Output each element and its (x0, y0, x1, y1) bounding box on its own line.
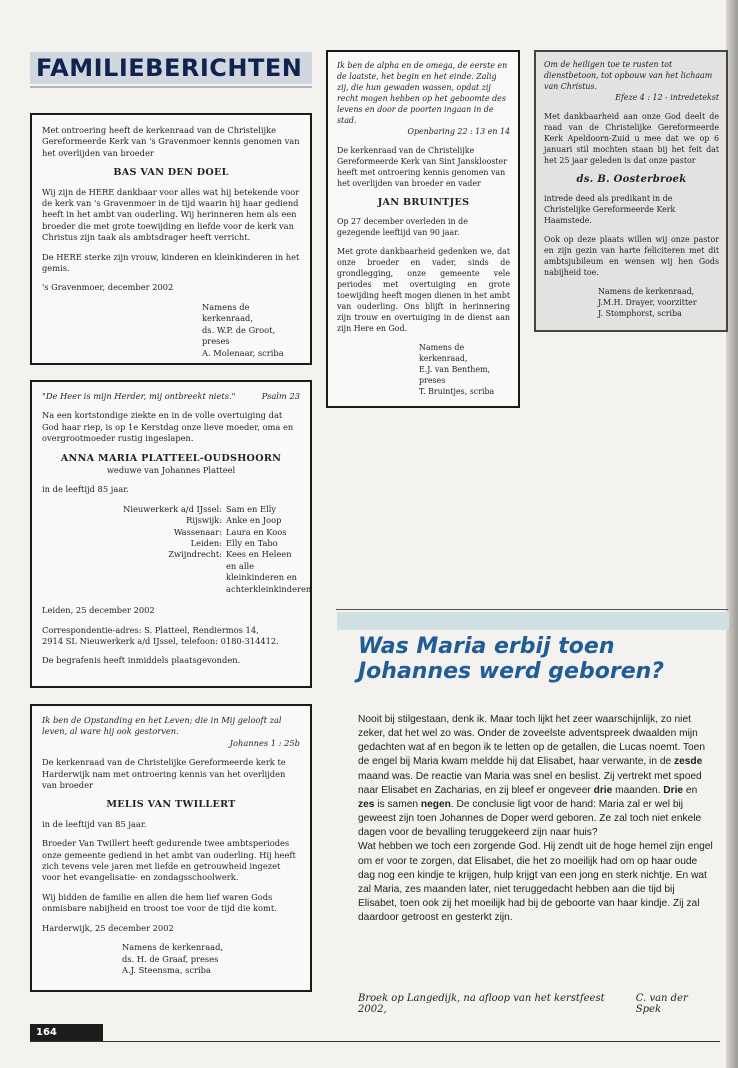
bible-reference: Johannes 1 : 25b (229, 737, 300, 748)
article-text: en (683, 784, 698, 796)
notice-paragraph: Ook op deze plaats willen wij onze pastor en zijn gezin van harte feliciteren met dit ambtsjubileum en wensen wij hen Gods nabijheid toe. (544, 235, 719, 277)
deceased-age: in de leeftijd 85 jaar. (42, 484, 129, 495)
article-emphasis: zes (358, 798, 375, 810)
funeral-note: De begrafenis heeft inmiddels plaatsgevonden. (42, 655, 241, 666)
page-number: 164 (30, 1024, 103, 1041)
signature-line: A.J. Steensma, scriba (122, 964, 211, 975)
deceased-name: JAN BRUINTJES (377, 197, 470, 208)
article-text: Nooit bij stilgestaan, denk ik. Maar toch lijkt het zeer waarschijnlijk, zo niet zeker, dat het wel zo was. Onder de zoveelste adventspreek dwaalden mijn gedachten wat af en begon ik te letten op de getallen, die Lucas noemt. Toen de engel bij Maria kwam meldde hij dat Elisabet, haar verwante, in de (358, 714, 706, 768)
notice-platteel (30, 380, 312, 688)
notice-paragraph: Op 27 december overleden in de gezegende leeftijd van 90 jaar. (337, 217, 468, 237)
signature-line: Namens de kerkenraad, (419, 343, 468, 363)
relative-place: Rijswijk: (186, 515, 222, 526)
place-date: Harderwijk, 25 december 2002 (42, 922, 174, 933)
signature-line: Namens de kerkenraad, (202, 301, 253, 324)
notice-intro: De kerkenraad van de Christelijke Gereformeerde kerk te Harderwijk nam met ontroering kennis van het overlijden van broeder (42, 757, 286, 791)
notice-paragraph: Met dankbaarheid aan onze God deelt de raad van de Christelijke Gereformeerde Kerk Apeldoorn-Zuid u mee dat we op 6 januari stil mochten staan bij het feit dat het 25 jaar geleden is dat onze pastor (544, 112, 719, 165)
bible-quote: Ik ben de Opstanding en het Leven; die in Mij gelooft zal leven, al ware hij ook gestorven. (42, 715, 282, 737)
relative-place (102, 561, 222, 584)
notice-intro: Met ontroering heeft de kerkenraad van de Christelijke Gereformeerde Kerk van 's Gravenmoer kennis genomen van het overlijden van broeder (42, 125, 300, 158)
relative-names: Sam en Elly (226, 503, 277, 514)
relative-names: Kees en Heleen (226, 549, 292, 560)
notice-van-den-doel (30, 113, 312, 365)
relative-place: Wassenaar: (173, 526, 222, 537)
notice-paragraph: Wij bidden de familie en allen die hem lief waren Gods onmisbare nabijheid en troost toe voor de tijd die komt. (42, 891, 277, 914)
relative-names: Elly en Tabo (226, 538, 278, 549)
article-title: Was Maria erbij toen Johannes werd geboren? (358, 634, 665, 684)
notice-intro: De kerkenraad van de Christelijke Gereformeerde Kerk van Sint Jansklooster heeft met ontroering kennis genomen van het overlijden van broeder en vader (337, 146, 508, 188)
header-rule (30, 86, 312, 88)
signature (419, 342, 510, 397)
deceased-name: BAS VAN DEN DOEL (113, 167, 229, 179)
deceased-name: MELIS VAN TWILLERT (106, 799, 236, 811)
relative-place: Nieuwerkerk a/d IJssel: (123, 503, 222, 514)
footer-rule (30, 1041, 720, 1042)
article-emphasis: negen (420, 798, 451, 810)
article-body (358, 713, 716, 925)
signature (202, 302, 300, 359)
notice-bruintjes (326, 50, 520, 408)
article-emphasis: drie (593, 784, 613, 796)
signature (122, 942, 300, 976)
section-header (30, 52, 312, 84)
relative-names: Anke en Joop (226, 515, 282, 526)
article-text: is samen (374, 798, 421, 810)
article-text: maanden. (612, 784, 664, 796)
bible-reference: Efeze 4 : 12 - intredetekst (615, 93, 719, 102)
place-date: Leiden, 25 december 2002 (42, 605, 155, 616)
notice-intro: Na een kortstondige ziekte en in de volle overtuiging dat God haar riep, is op 1e Kerstdag onze lieve moeder, oma en overgrootmoeder rustig ingeslapen. (42, 410, 294, 444)
signature-line: J.M.H. Drayer, voorzitter (598, 298, 697, 307)
notice-paragraph: intrede deed als predikant in de Christelijke Gereformeerde Kerk Haamstede. (544, 194, 676, 225)
notice-paragraph: Met grote dankbaarheid gedenken we, dat onze broeder en vader, sinds de grondlegging, onze gemeente vele periodes met overtuiging en grote toewijding heeft mogen dienen in het ambt van ouderling. Ons blijft in herinnering zijn trouw en overtuiging in de dienst aan zijn Here en God. (337, 247, 510, 333)
quote-row (42, 391, 300, 402)
article-band (337, 612, 729, 630)
bible-quote: "De Heer is mijn Herder, mij ontbreekt niets." (42, 391, 236, 401)
signature-line: T. Bruintjes, scriba (419, 387, 495, 396)
signature-line: Namens de kerkenraad, (122, 942, 224, 953)
deceased-subtitle: weduwe van Johannes Platteel (106, 465, 236, 476)
article-signature (358, 993, 716, 1015)
bible-quote: Ik ben de alpha en de omega, de eerste en de laatste, het begin en het einde. Zalig zij, die hun gewaden wassen, opdat zij recht mogen hebben op het geboomte des levens en door de poorten ingaan in de stad. (337, 61, 508, 125)
article-divider (336, 609, 728, 610)
relative-names: en alle kleinkinderen en (226, 560, 297, 583)
notice-paragraph: Broeder Van Twillert heeft gedurende twee ambtsperiodes onze gemeente gediend in het ambt van ouderling. Hij heeft zich tevens vele jaren met liefde en getrouwheid ingezet voor het evangelisatie- en zondagsschoolwerk. (42, 838, 296, 883)
article-emphasis: Drie (663, 784, 684, 796)
signature-line: ds. H. de Graaf, preses (122, 953, 219, 964)
relatives-list (102, 503, 312, 595)
notice-oosterbroek (534, 50, 728, 332)
notice-paragraph: Wij zijn de HERE dankbaar voor alles wat hij betekende voor de kerk van 's Gravenmoer in de tijd waarin hij haar gediend heeft in het ambt van ouderling. Wij herinneren hem als een broeder die met grote toewijding en liefde voor de kerk van Christus zijn taak als ambtsdrager heeft verricht. (42, 186, 300, 243)
article-author: C. van der Spek (635, 993, 688, 1015)
relative-names: achterkleinkinderen (226, 583, 312, 594)
article-paragraph (358, 713, 716, 840)
deceased-age: in de leeftijd van 85 jaar. (42, 818, 147, 829)
notice-paragraph: De HERE sterke zijn vrouw, kinderen en kleinkinderen in het gemis. (42, 251, 300, 274)
signature-line: ds. W.P. de Groot, preses (202, 324, 276, 347)
section-title: FAMILIEBERICHTEN (36, 54, 303, 82)
article-paragraph: Wat hebben we toch een zorgende God. Hij zendt uit de hoge hemel zijn engel om er voor te zorgen, dat Elisabet, die het zo moeilijk had om op haar oude dag nog een kindje te krijgen, hulp krijgt van een jong en sterk nichtje. En wat zal Maria, zes maanden later, niet teruggedacht hebben aan die tijd bij Elisabet, toen ook zij het moeilijk had bij de geboorte van haar kindje. Zij zal daardoor getroost en gesterkt zijn. (358, 841, 713, 924)
address-line: Correspondentie-adres: S. Platteel, Rendiermos 14, (42, 624, 259, 635)
notice-van-twillert (30, 704, 312, 992)
pastor-name: ds. B. Oosterbroek (576, 174, 687, 185)
address-line: 2914 SL Nieuwerkerk a/d IJssel, telefoon: 0180-314412. (42, 635, 279, 646)
article-text: . De conclusie ligt voor de hand: Maria zal er wel bij geweest zijn toen Johannes de Doper werd geboren. Ze zal toch niet enkele dagen voor de bevalling teruggekeerd zijn naar huis? (358, 798, 702, 839)
relative-place: Zwijndrecht: (168, 549, 222, 560)
signature-line: A. Molenaar, scriba (202, 347, 284, 358)
deceased-name: ANNA MARIA PLATTEEL-OUDSHOORN (60, 452, 282, 464)
article-emphasis: zesde (673, 756, 703, 768)
signature-line: Namens de kerkenraad, (598, 287, 695, 296)
bible-reference: Psalm 23 (261, 391, 300, 401)
bible-reference: Openbaring 22 : 13 en 14 (407, 127, 510, 136)
relative-place (102, 584, 222, 595)
place-date: 's Gravenmoer, december 2002 (42, 282, 174, 293)
relative-place: Leiden: (190, 538, 222, 549)
signature-line: J. Stomphorst, scriba (598, 309, 682, 318)
relative-names: Laura en Koos (226, 526, 287, 537)
bible-quote: Om de heiligen toe te rusten tot dienstbetoon, tot opbouw van het lichaam van Christus. (544, 60, 713, 91)
signature (598, 286, 719, 319)
signature-line: E.J. van Benthem, preses (419, 365, 491, 385)
article-text: maand was. De reactie van Maria was snel en beslist. Zij vertrekt met spoed naar Elisabet en Zacharias, en zij bleef er ongeveer (358, 770, 702, 796)
article-sign-place: Broek op Langedijk, na afloop van het kerstfeest 2002, (358, 993, 605, 1015)
